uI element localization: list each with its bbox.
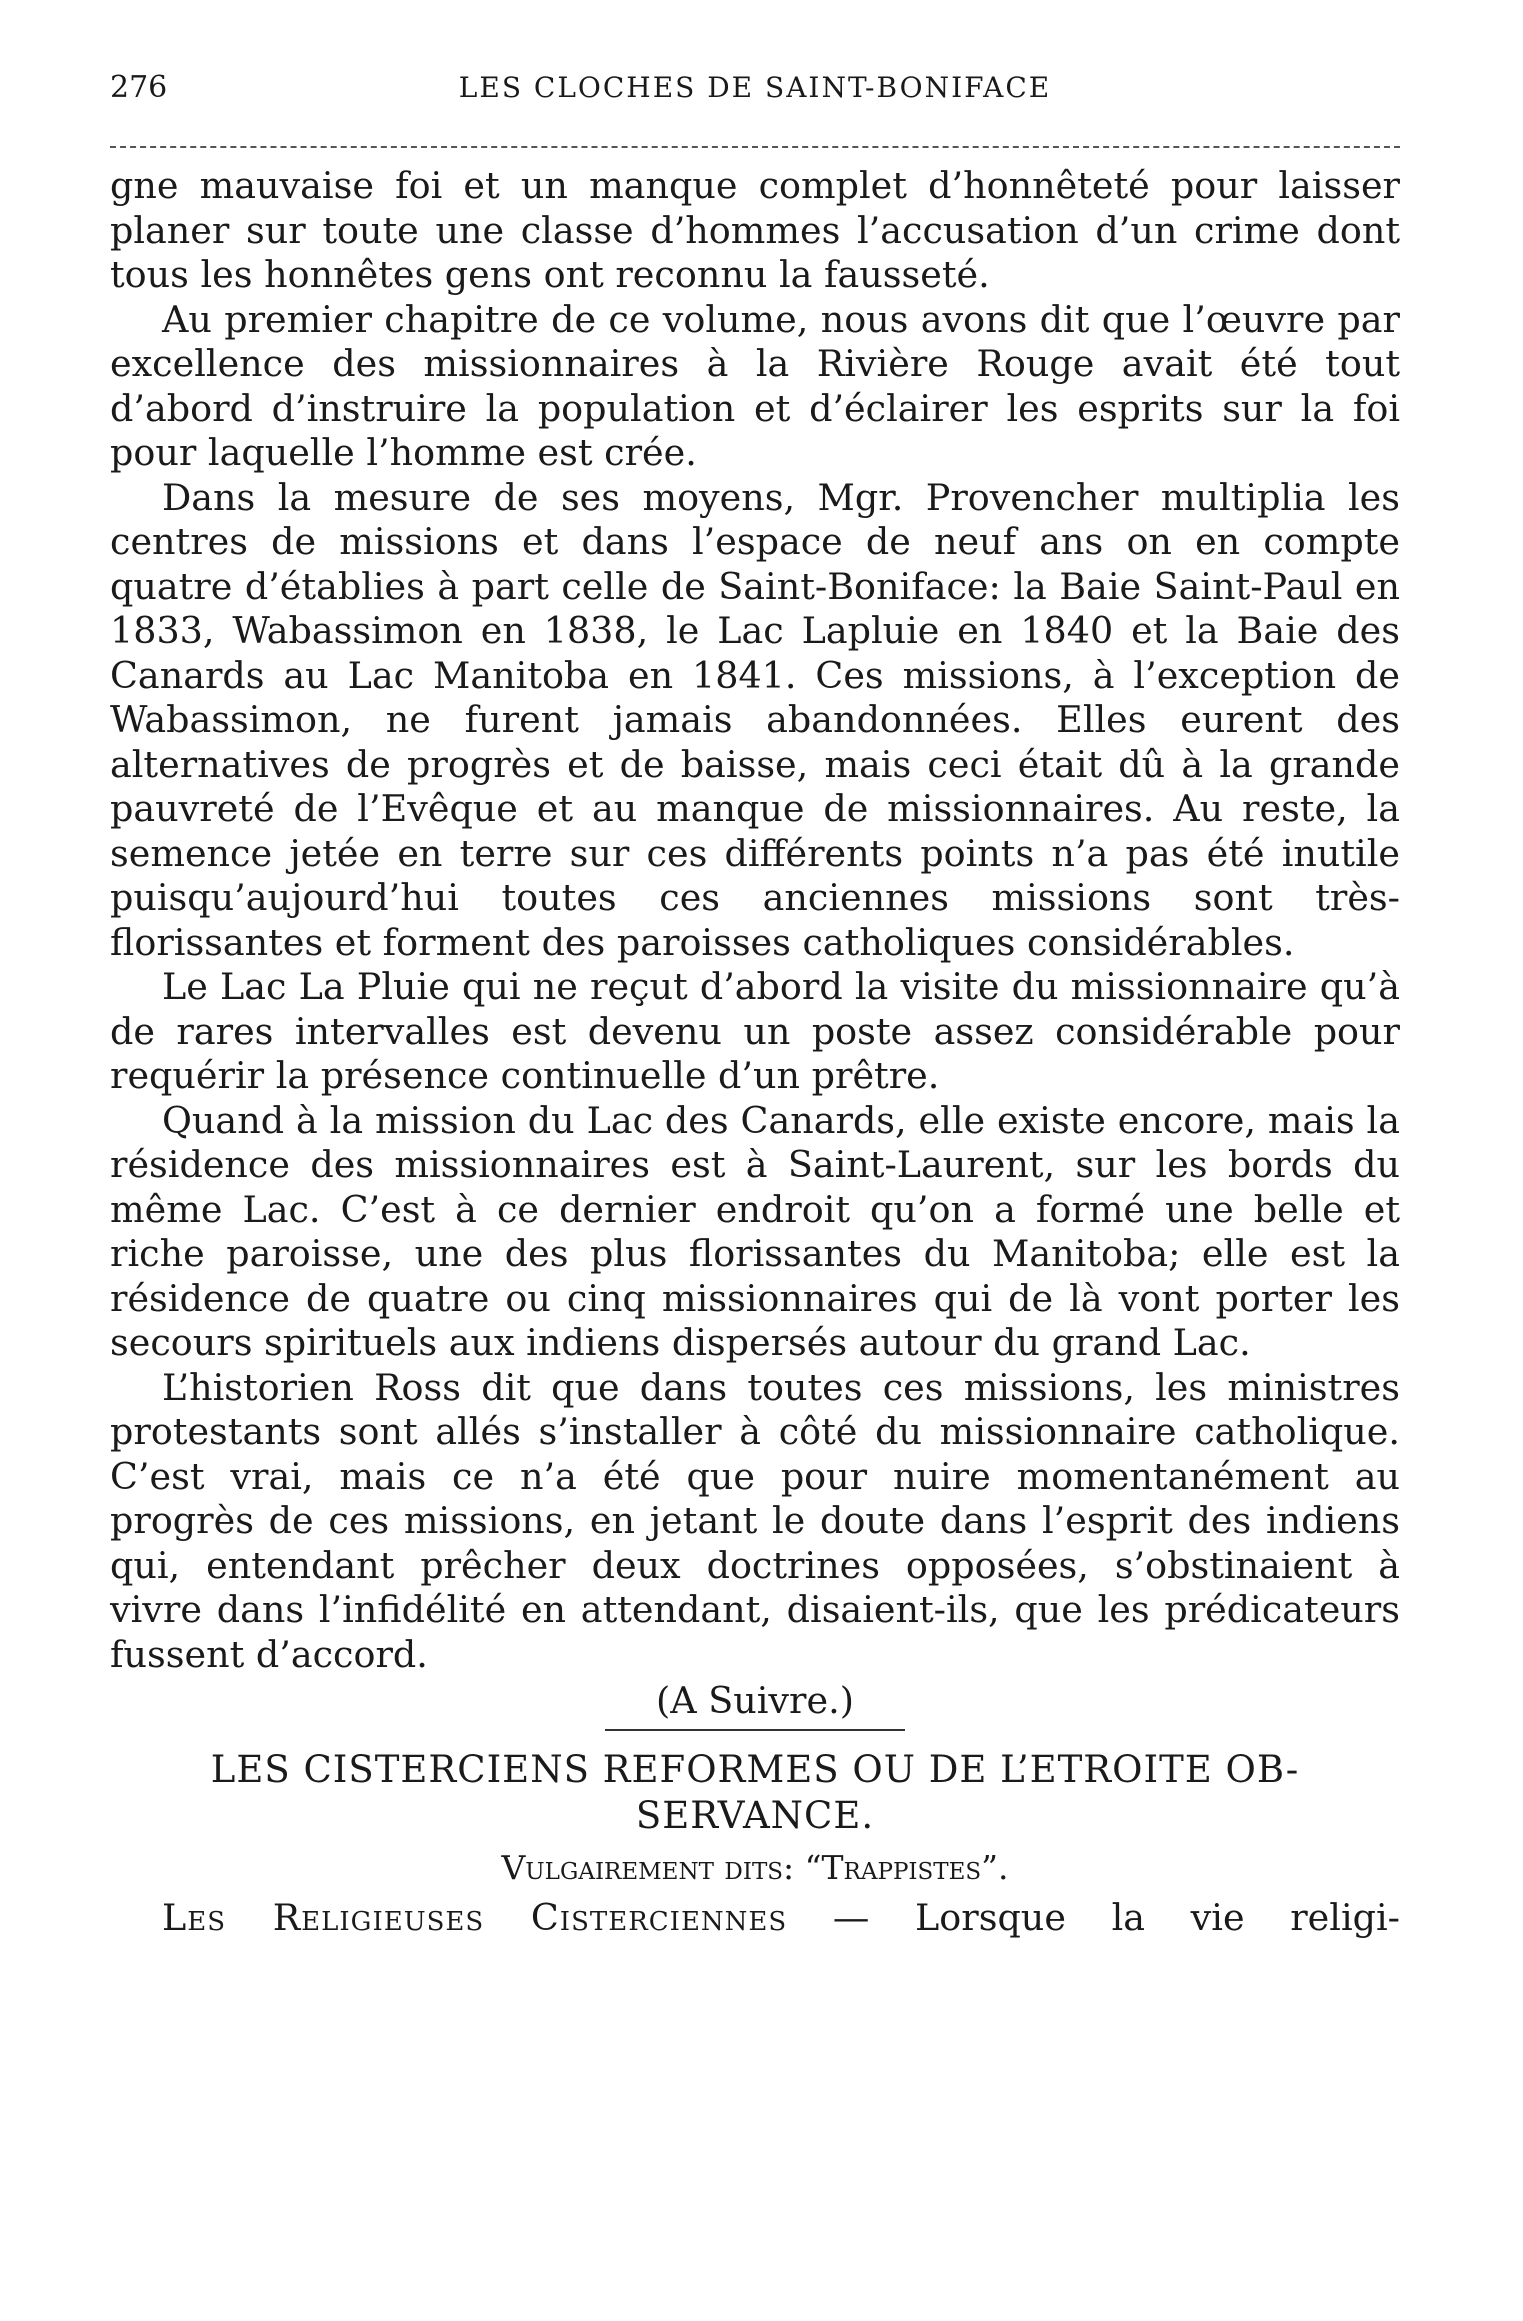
section-title-line: SERVANCE. bbox=[635, 1794, 875, 1837]
page-header bbox=[110, 70, 1400, 126]
running-title: LES CLOCHES DE SAINT-BONIFACE bbox=[458, 71, 1052, 104]
opening-small-caps: Les Religieuses Cisterciennes bbox=[162, 1896, 788, 1939]
header-rule bbox=[110, 146, 1400, 148]
page-number: 276 bbox=[110, 70, 168, 105]
paragraph: Quand à la mission du Lac des Canards, elle existe encore, mais la résidence des missionnaires est à Saint-Laurent, sur les bords du même Lac. C’est à ce dernier endroit qu’on a formé une belle et riche paroisse, une des plus florissantes du Manitoba; elle est la résidence de quatre ou cinq missionnaires qui de là vont porter les secours spirituels aux indiens dispersés autour du grand Lac. bbox=[110, 1098, 1400, 1364]
paragraph: L’historien Ross dit que dans toutes ces missions, les ministres protestants sont allés s’installer à côté du missionnaire catholique. C’est vrai, mais ce n’a été que pour nuire momentanément au progrès de ces missions, en jetant le doute dans l’esprit des indiens qui, entendant prêcher deux doctrines opposées, s’obstinaient à vivre dans l’infidélité en attendant, disaient-ils, que les prédicateurs fussent d’accord. bbox=[110, 1365, 1400, 1676]
paragraph: Dans la mesure de ses moyens, Mgr. Provencher multiplia les centres de missions et dans l’espace de neuf ans on en compte quatre d’établies à part celle de Saint-Boniface: la Baie Saint-Paul en 1833, Wabassimon en 1838, le Lac Lapluie en 1840 et la Baie des Canards au Lac Manitoba en 1841. Ces missions, à l’exception de Wabassimon, ne furent jamais abandonnées. Elles eurent des alternatives de progrès et de baisse, mais ceci était dû à la grande pauvreté de l’Evêque et au manque de missionnaires. Au reste, la semence jetée en terre sur ces différents points n’a pas été inutile puisqu’aujourd’hui toutes ces anciennes missions sont très-florissantes et forment des paroisses catholiques considérables. bbox=[110, 475, 1400, 964]
paragraph: gne mauvaise foi et un manque complet d’honnêteté pour laisser planer sur toute une classe d’hommes l’accusation d’un crime dont tous les honnêtes gens ont reconnu la fausseté. bbox=[110, 164, 1400, 296]
section-divider bbox=[605, 1729, 905, 1731]
opening-text: — Lorsque la vie religi- bbox=[787, 1896, 1400, 1939]
page bbox=[110, 70, 1400, 1941]
paragraph: Le Lac La Pluie qui ne reçut d’abord la visite du missionnaire qu’à de rares intervalles est devenu un poste assez considérable pour requérir la présence continuelle d’un prêtre. bbox=[110, 965, 1400, 1097]
body-text bbox=[110, 164, 1400, 1677]
section-title-line: LES CISTERCIENS REFORMES OU DE L’ETROITE OB- bbox=[210, 1748, 1300, 1791]
section-title bbox=[110, 1747, 1400, 1839]
paragraph: Au premier chapitre de ce volume, nous avons dit que l’œuvre par excellence des missionnaires à la Rivière Rouge avait été tout d’abord d’instruire la population et d’éclairer les esprits sur la foi pour laquelle l’homme est crée. bbox=[110, 297, 1400, 474]
to-be-continued: (A Suivre.) bbox=[656, 1679, 854, 1722]
section-opening bbox=[110, 1895, 1400, 1941]
section-subtitle: Vulgairement dits: “Trappistes”. bbox=[501, 1848, 1009, 1887]
